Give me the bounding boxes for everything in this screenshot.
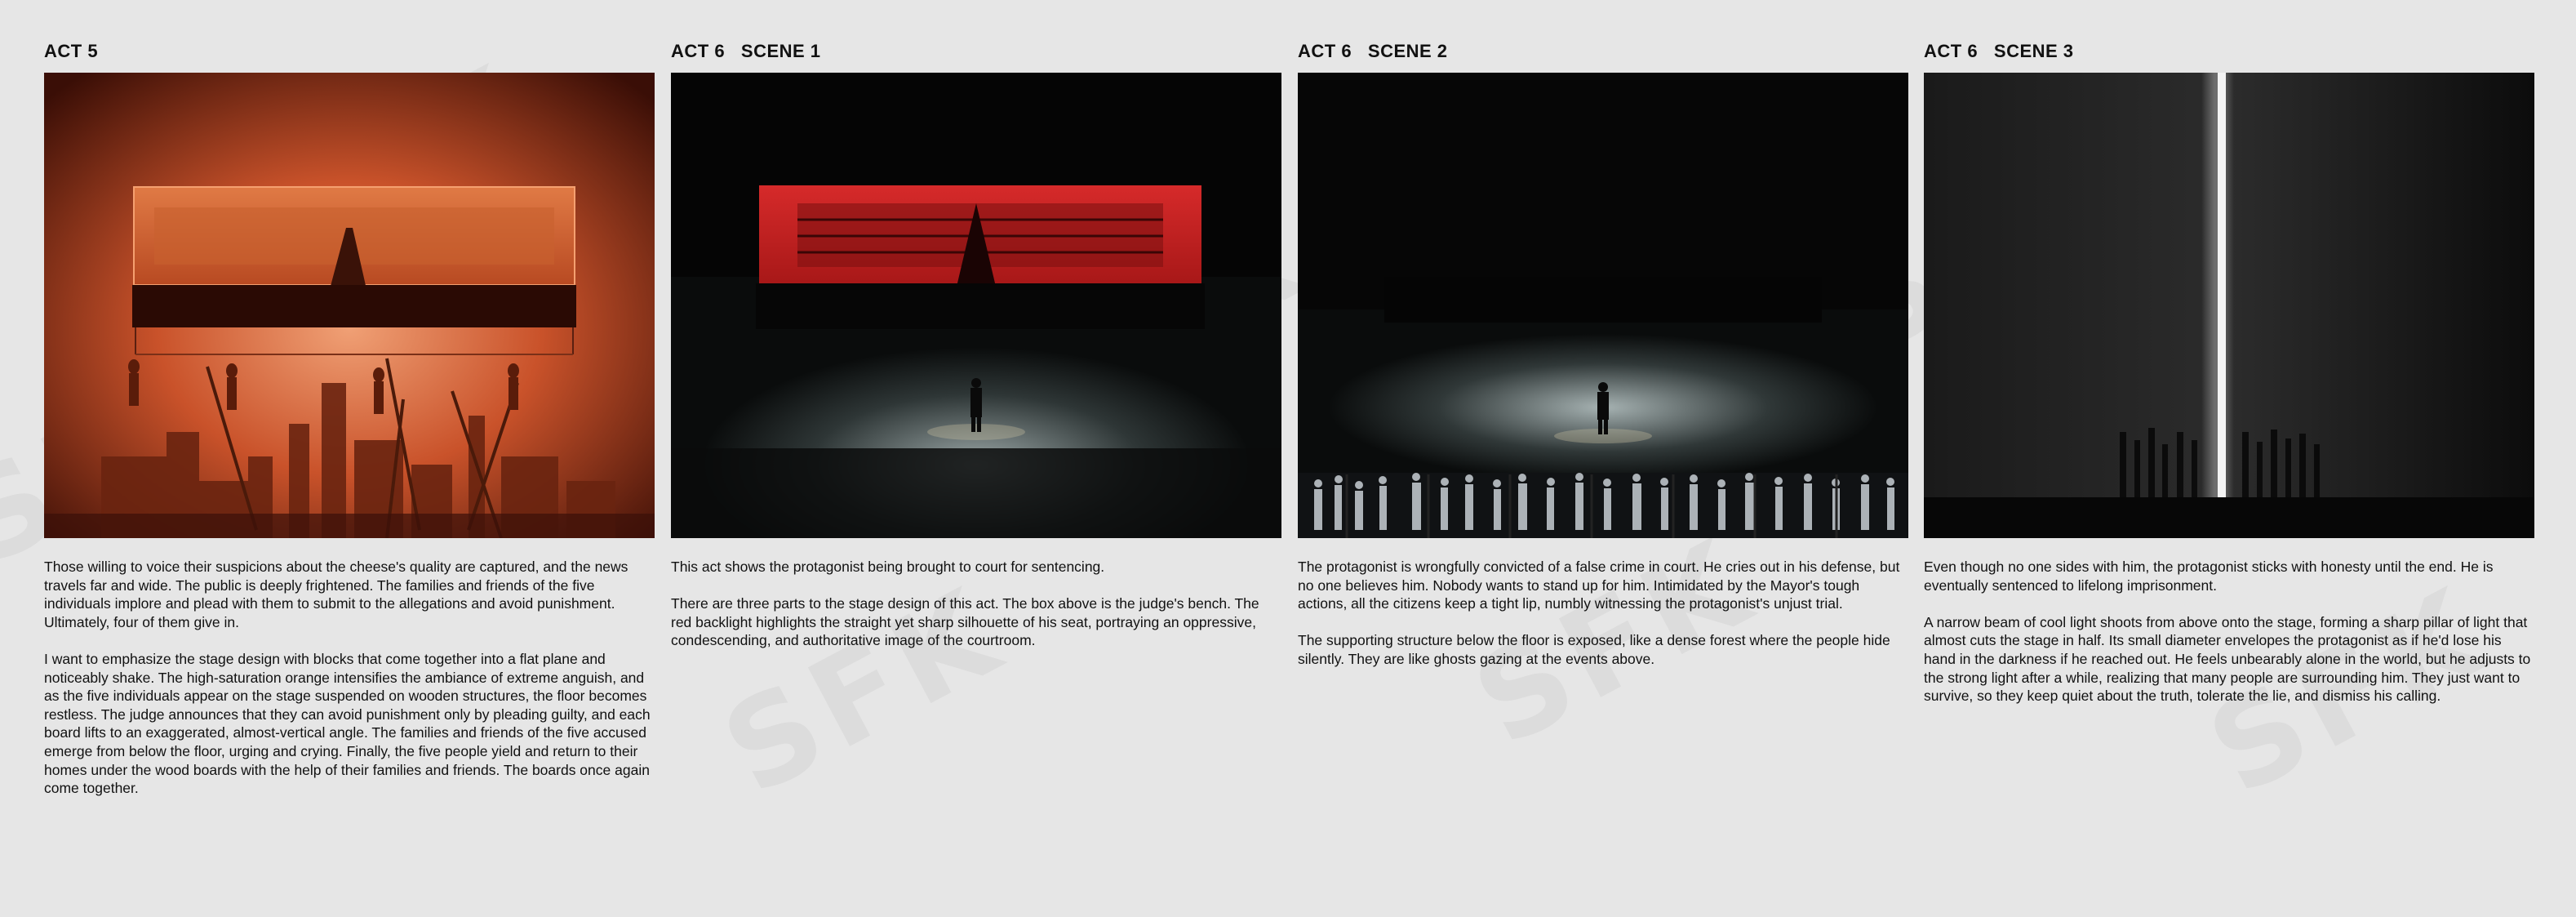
stage-render-act-6-scene-2 (1298, 73, 1908, 538)
panel-act-6-scene-3 (1924, 39, 2534, 723)
panel-title: ACT 6 SCENE 2 (1298, 41, 1448, 61)
panel-description (671, 558, 1281, 650)
description-paragraph: Even though no one sides with him, the protagonist sticks with honesty until the end. He is eventually sentenced to lifelong imprisonment. (1924, 559, 2494, 594)
stage-render-act-5 (44, 73, 655, 538)
panel-description (44, 558, 655, 798)
description-paragraph: Those willing to voice their suspicions about the cheese's quality are captured, and the news travels far and wide. The public is deeply frightened. The families and friends of the five individuals implore and plead with them to submit to the allegations and avoid punishment. Ultimately, four of them give in. (44, 559, 628, 630)
stage-render-act-6-scene-3 (1924, 73, 2534, 538)
description-paragraph: A narrow beam of cool light shoots from above onto the stage, forming a sharp pillar of light that almost cuts the stage in half. Its small diameter envelopes the protagonist as if he'd lose his hand in the darkness if he reached out. He feels unbearably alone in the world, but he adjusts to the strong light after a while, realizing that many people are surrounding him. They just want to survive, so they keep quiet about the truth, tolerate the lie, and dismiss his calling. (1924, 613, 2531, 705)
stage-render-act-6-scene-1 (671, 73, 1281, 538)
description-paragraph: I want to emphasize the stage design with blocks that come together into a flat plane and noticeably shake. The high-saturation orange intensifies the ambiance of extreme anguish, and as the five individuals appear on the stage suspended on wooden structures, the floor becomes restless. The judge announces that they can avoid punishment only by pleading guilty, and each board lifts to an exaggerated, almost-vertical angle. The families and friends of the five accused emerge from below the floor, urging and crying. Finally, the five people yield and return to their homes under the wood boards with the help of their families and friends. The boards once again come together. (44, 650, 651, 797)
description-paragraph: The protagonist is wrongfully convicted of a false crime in court. He cries out in his defense, but no one believes him. Nobody wants to stand up for him. Intimidated by the Mayor's tough actions, all the citizens keep a tight lip, numbly witnessing the protagonist's unjust trial. (1298, 559, 1900, 612)
panel-description (1298, 558, 1908, 669)
panel-act-5 (44, 39, 655, 816)
description-paragraph: The supporting structure below the floor is exposed, like a dense forest where the people hide silently. They are like ghosts gazing at the events above. (1298, 632, 1890, 667)
panel-description (1924, 558, 2534, 706)
description-paragraph: There are three parts to the stage design of this act. The box above is the judge's bench. The red backlight highlights the straight yet sharp silhouette of his seat, portraying an oppressive, condescending, and authoritative image of the courtroom. (671, 595, 1259, 649)
panel-act-6-scene-2 (1298, 39, 1908, 687)
panel-title: ACT 6 SCENE 1 (671, 41, 821, 61)
panel-act-6-scene-1 (671, 39, 1281, 669)
panel-title: ACT 6 SCENE 3 (1924, 41, 2074, 61)
description-paragraph: This act shows the protagonist being brought to court for sentencing. (671, 559, 1105, 575)
panel-title: ACT 5 (44, 41, 99, 61)
